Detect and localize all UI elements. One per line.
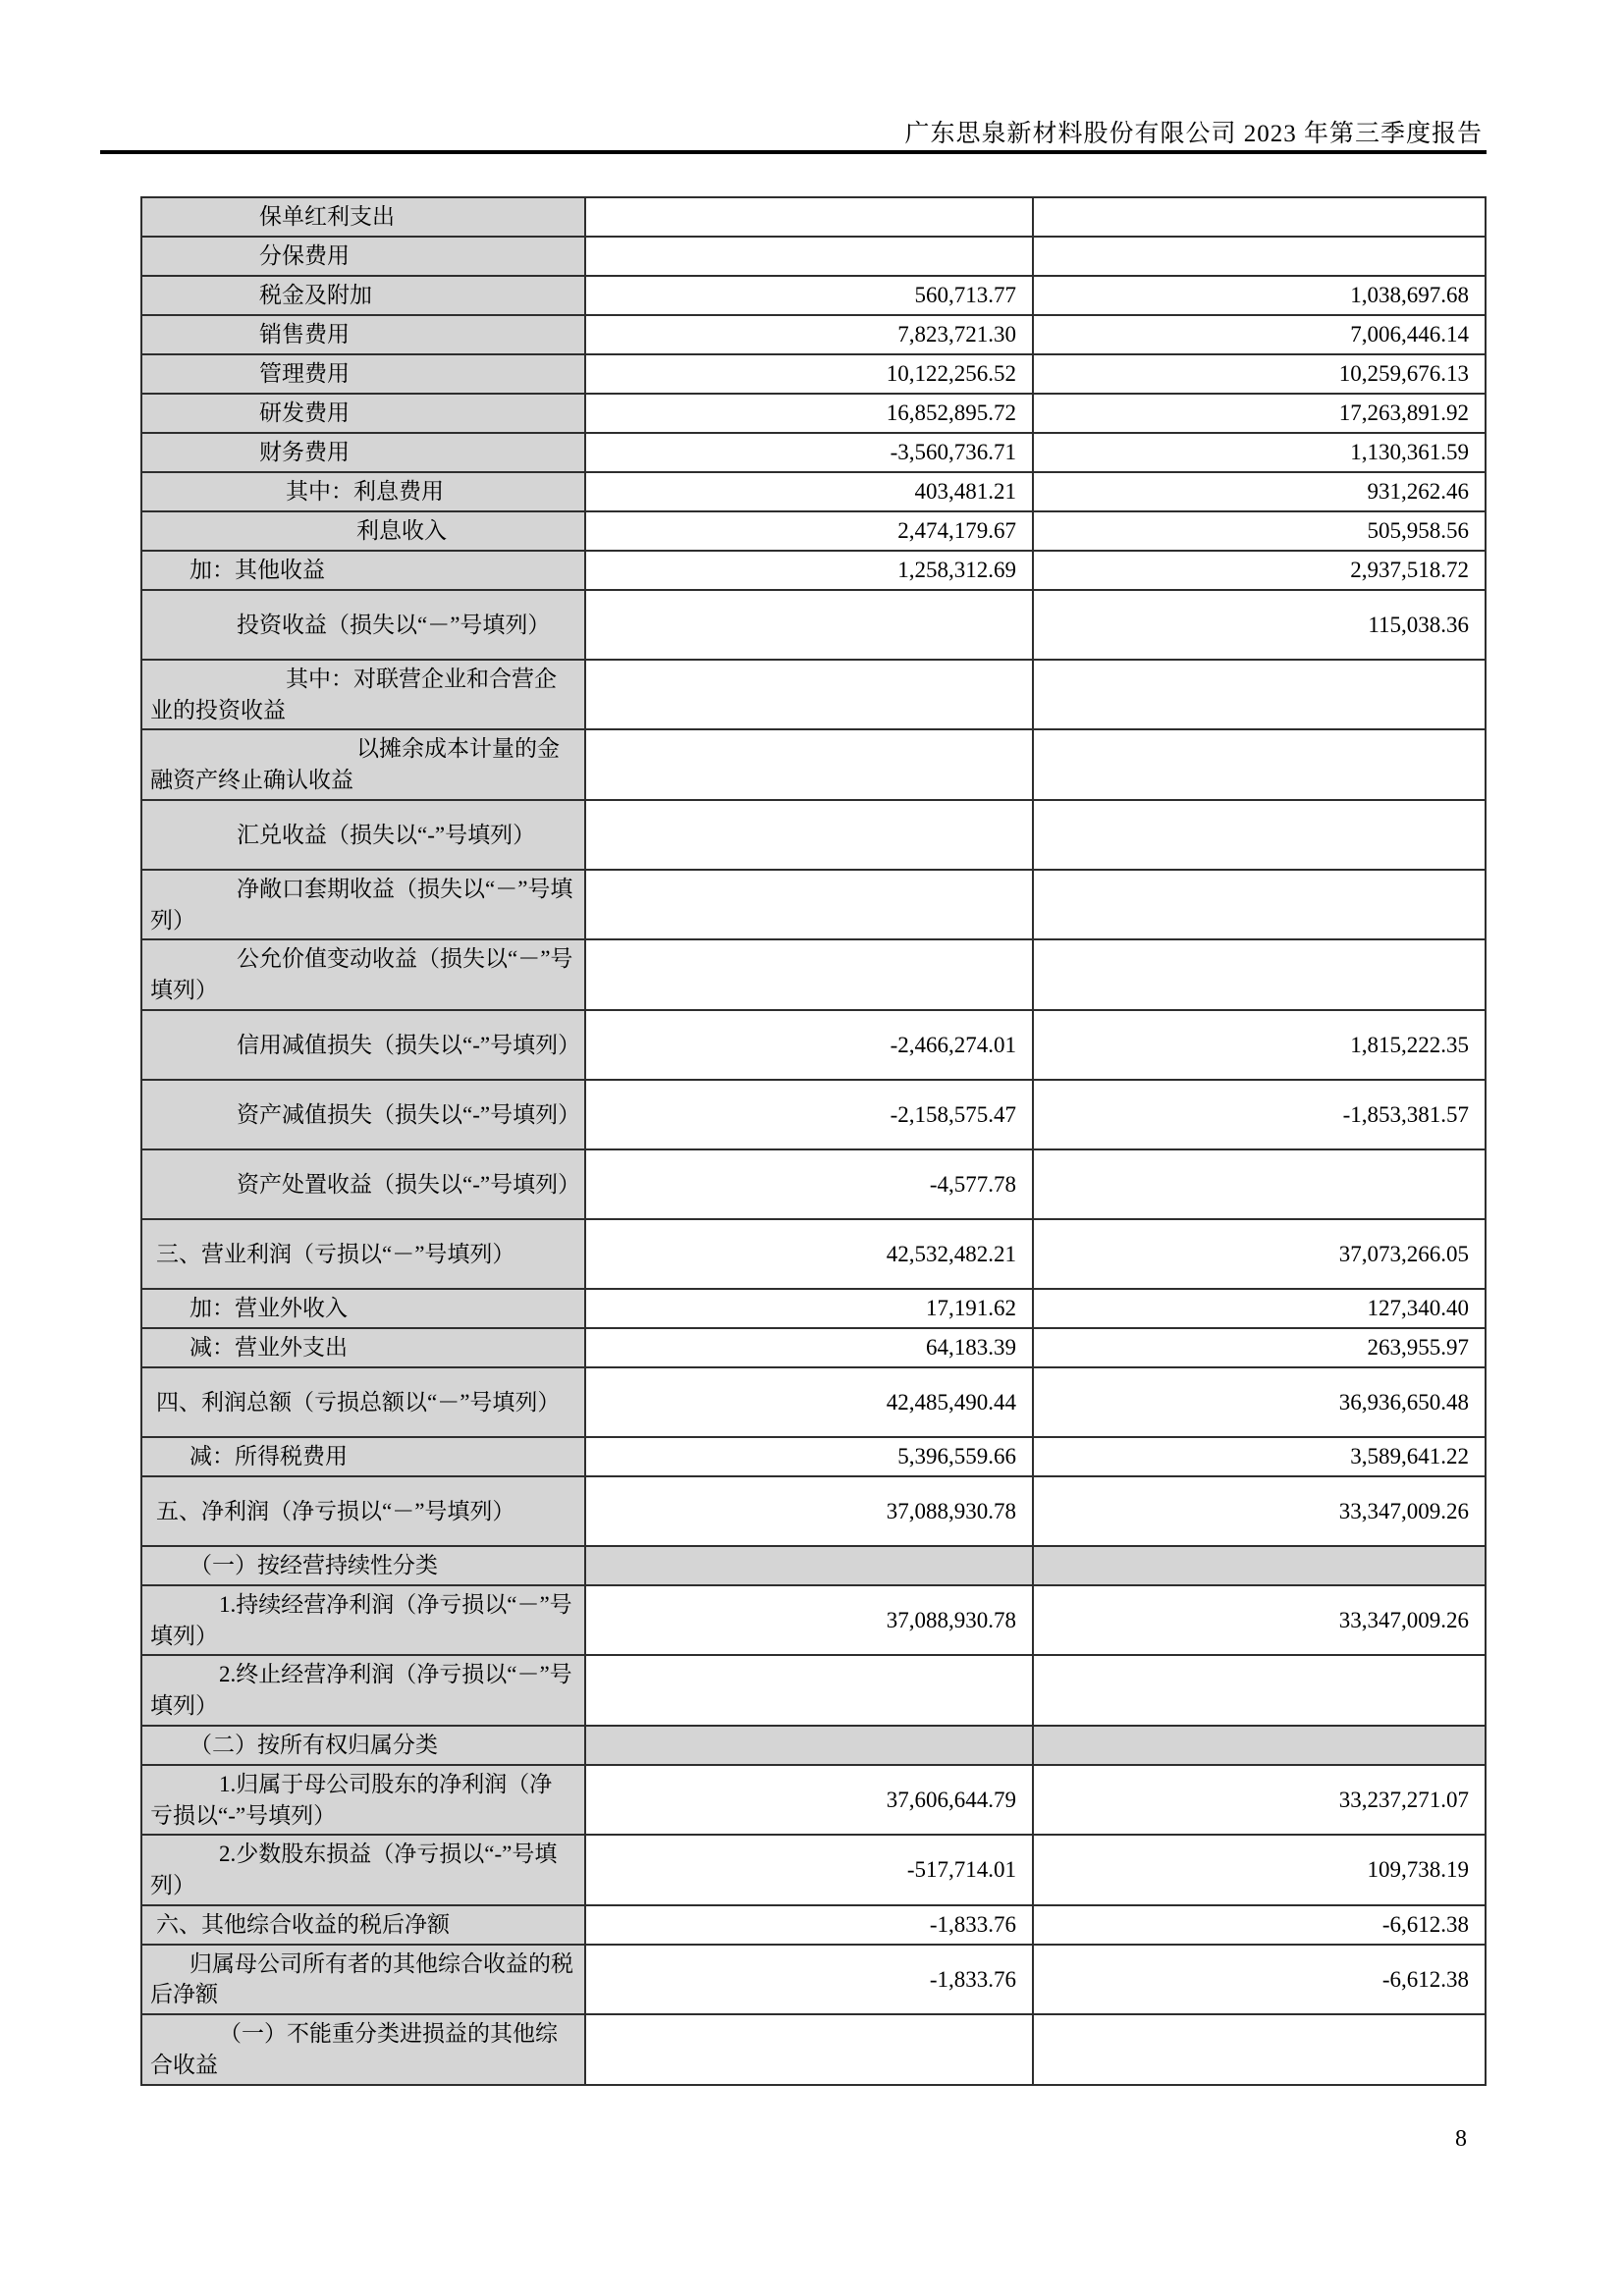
- value-prior-period: -1,853,381.57: [1033, 1080, 1486, 1149]
- row-label: 以摊余成本计量的金融资产终止确认收益: [141, 729, 585, 799]
- value-prior-period: 33,347,009.26: [1033, 1585, 1486, 1655]
- value-current-period: [585, 729, 1033, 799]
- row-label: 保单红利支出: [141, 197, 585, 237]
- value-current-period: [585, 590, 1033, 660]
- row-label: 加：其他收益: [141, 551, 585, 590]
- table-row: [141, 729, 1486, 799]
- value-current-period: [585, 1546, 1033, 1585]
- row-label: 2.终止经营净利润（净亏损以“－”号填列）: [141, 1655, 585, 1725]
- section-header-row: [141, 1546, 1486, 1585]
- table-row: [141, 394, 1486, 433]
- value-prior-period: 1,038,697.68: [1033, 276, 1486, 315]
- value-current-period: 64,183.39: [585, 1328, 1033, 1367]
- table-row: [141, 1328, 1486, 1367]
- table-row: [141, 1149, 1486, 1219]
- value-current-period: [585, 939, 1033, 1009]
- row-label: 加：营业外收入: [141, 1289, 585, 1328]
- value-prior-period: 127,340.40: [1033, 1289, 1486, 1328]
- value-current-period: -2,158,575.47: [585, 1080, 1033, 1149]
- value-prior-period: [1033, 197, 1486, 237]
- table-row: [141, 590, 1486, 660]
- value-current-period: 10,122,256.52: [585, 354, 1033, 394]
- row-label: 三、营业利润（亏损以“－”号填列）: [141, 1219, 585, 1289]
- row-label: 财务费用: [141, 433, 585, 472]
- value-prior-period: 17,263,891.92: [1033, 394, 1486, 433]
- value-current-period: 403,481.21: [585, 472, 1033, 511]
- row-label: 分保费用: [141, 237, 585, 276]
- value-prior-period: 2,937,518.72: [1033, 551, 1486, 590]
- row-label: 五、净利润（净亏损以“－”号填列）: [141, 1476, 585, 1546]
- section-header-row: [141, 1726, 1486, 1765]
- row-label: 信用减值损失（损失以“-”号填列）: [141, 1010, 585, 1080]
- value-prior-period: -6,612.38: [1033, 1905, 1486, 1945]
- table-row: [141, 433, 1486, 472]
- value-prior-period: 1,130,361.59: [1033, 433, 1486, 472]
- page-number: 8: [1455, 2126, 1467, 2152]
- table-row: [141, 551, 1486, 590]
- table-row: [141, 1476, 1486, 1546]
- value-prior-period: 263,955.97: [1033, 1328, 1486, 1367]
- value-current-period: 560,713.77: [585, 276, 1033, 315]
- table-row: [141, 1289, 1486, 1328]
- income-statement-table: [140, 196, 1487, 2086]
- row-label: （一）按经营持续性分类: [141, 1546, 585, 1585]
- value-prior-period: [1033, 939, 1486, 1009]
- row-label: 四、利润总额（亏损总额以“－”号填列）: [141, 1367, 585, 1437]
- table-row: [141, 197, 1486, 237]
- table-row: [141, 800, 1486, 870]
- value-current-period: 42,485,490.44: [585, 1367, 1033, 1437]
- table-row: [141, 1835, 1486, 1904]
- value-prior-period: [1033, 1149, 1486, 1219]
- table-row: [141, 870, 1486, 939]
- value-current-period: 5,396,559.66: [585, 1437, 1033, 1476]
- value-current-period: 7,823,721.30: [585, 315, 1033, 354]
- value-prior-period: 7,006,446.14: [1033, 315, 1486, 354]
- value-current-period: [585, 1726, 1033, 1765]
- value-current-period: -1,833.76: [585, 1905, 1033, 1945]
- value-prior-period: [1033, 1546, 1486, 1585]
- table-row: [141, 1437, 1486, 1476]
- value-current-period: [585, 870, 1033, 939]
- value-current-period: 37,088,930.78: [585, 1476, 1033, 1546]
- value-current-period: [585, 800, 1033, 870]
- table-row: [141, 1905, 1486, 1945]
- row-label: 投资收益（损失以“－”号填列）: [141, 590, 585, 660]
- value-prior-period: 115,038.36: [1033, 590, 1486, 660]
- value-prior-period: 33,237,271.07: [1033, 1765, 1486, 1835]
- value-current-period: [585, 660, 1033, 729]
- row-label: 汇兑收益（损失以“-”号填列）: [141, 800, 585, 870]
- value-prior-period: 36,936,650.48: [1033, 1367, 1486, 1437]
- value-prior-period: [1033, 729, 1486, 799]
- table-row: [141, 1367, 1486, 1437]
- row-label: 净敞口套期收益（损失以“－”号填列）: [141, 870, 585, 939]
- table-row: [141, 1945, 1486, 2014]
- value-current-period: -3,560,736.71: [585, 433, 1033, 472]
- row-label: 销售费用: [141, 315, 585, 354]
- value-current-period: -4,577.78: [585, 1149, 1033, 1219]
- row-label: 资产处置收益（损失以“-”号填列）: [141, 1149, 585, 1219]
- value-prior-period: [1033, 1655, 1486, 1725]
- row-label: 减：营业外支出: [141, 1328, 585, 1367]
- table-row: [141, 1219, 1486, 1289]
- value-prior-period: [1033, 237, 1486, 276]
- table-row: [141, 2014, 1486, 2084]
- value-current-period: [585, 1655, 1033, 1725]
- value-prior-period: 33,347,009.26: [1033, 1476, 1486, 1546]
- value-prior-period: 10,259,676.13: [1033, 354, 1486, 394]
- value-prior-period: 3,589,641.22: [1033, 1437, 1486, 1476]
- row-label: （二）按所有权归属分类: [141, 1726, 585, 1765]
- value-current-period: 37,088,930.78: [585, 1585, 1033, 1655]
- row-label: 1.持续经营净利润（净亏损以“－”号填列）: [141, 1585, 585, 1655]
- value-current-period: [585, 2014, 1033, 2084]
- value-current-period: 42,532,482.21: [585, 1219, 1033, 1289]
- value-current-period: [585, 197, 1033, 237]
- table-row: [141, 1655, 1486, 1725]
- value-prior-period: 37,073,266.05: [1033, 1219, 1486, 1289]
- row-label: 利息收入: [141, 511, 585, 551]
- row-label: 2.少数股东损益（净亏损以“-”号填列）: [141, 1835, 585, 1904]
- row-label: 其中：利息费用: [141, 472, 585, 511]
- value-current-period: 1,258,312.69: [585, 551, 1033, 590]
- table-row: [141, 1080, 1486, 1149]
- value-current-period: -2,466,274.01: [585, 1010, 1033, 1080]
- row-label: 公允价值变动收益（损失以“－”号填列）: [141, 939, 585, 1009]
- value-current-period: 17,191.62: [585, 1289, 1033, 1328]
- table-row: [141, 939, 1486, 1009]
- value-prior-period: 931,262.46: [1033, 472, 1486, 511]
- row-label: 研发费用: [141, 394, 585, 433]
- value-prior-period: [1033, 1726, 1486, 1765]
- value-prior-period: 505,958.56: [1033, 511, 1486, 551]
- header-rule-divider: [100, 150, 1487, 154]
- table-row: [141, 354, 1486, 394]
- table-row: [141, 1585, 1486, 1655]
- row-label: 资产减值损失（损失以“-”号填列）: [141, 1080, 585, 1149]
- table-row: [141, 511, 1486, 551]
- table-row: [141, 1010, 1486, 1080]
- value-current-period: -1,833.76: [585, 1945, 1033, 2014]
- value-prior-period: [1033, 800, 1486, 870]
- income-statement-body: [141, 197, 1486, 2085]
- row-label: （一）不能重分类进损益的其他综合收益: [141, 2014, 585, 2084]
- table-row: [141, 276, 1486, 315]
- row-label: 1.归属于母公司股东的净利润（净亏损以“-”号填列）: [141, 1765, 585, 1835]
- value-prior-period: 109,738.19: [1033, 1835, 1486, 1904]
- table-row: [141, 1765, 1486, 1835]
- value-current-period: 2,474,179.67: [585, 511, 1033, 551]
- table-row: [141, 237, 1486, 276]
- value-prior-period: -6,612.38: [1033, 1945, 1486, 2014]
- table-row: [141, 660, 1486, 729]
- value-current-period: -517,714.01: [585, 1835, 1033, 1904]
- value-prior-period: 1,815,222.35: [1033, 1010, 1486, 1080]
- row-label: 其中：对联营企业和合营企业的投资收益: [141, 660, 585, 729]
- table-row: [141, 472, 1486, 511]
- row-label: 税金及附加: [141, 276, 585, 315]
- row-label: 归属母公司所有者的其他综合收益的税后净额: [141, 1945, 585, 2014]
- row-label: 六、其他综合收益的税后净额: [141, 1905, 585, 1945]
- row-label: 减：所得税费用: [141, 1437, 585, 1476]
- value-current-period: 16,852,895.72: [585, 394, 1033, 433]
- value-prior-period: [1033, 660, 1486, 729]
- value-current-period: [585, 237, 1033, 276]
- page-header-title: 广东思泉新材料股份有限公司 2023 年第三季度报告: [904, 121, 1483, 147]
- table-row: [141, 315, 1486, 354]
- value-current-period: 37,606,644.79: [585, 1765, 1033, 1835]
- row-label: 管理费用: [141, 354, 585, 394]
- value-prior-period: [1033, 870, 1486, 939]
- value-prior-period: [1033, 2014, 1486, 2084]
